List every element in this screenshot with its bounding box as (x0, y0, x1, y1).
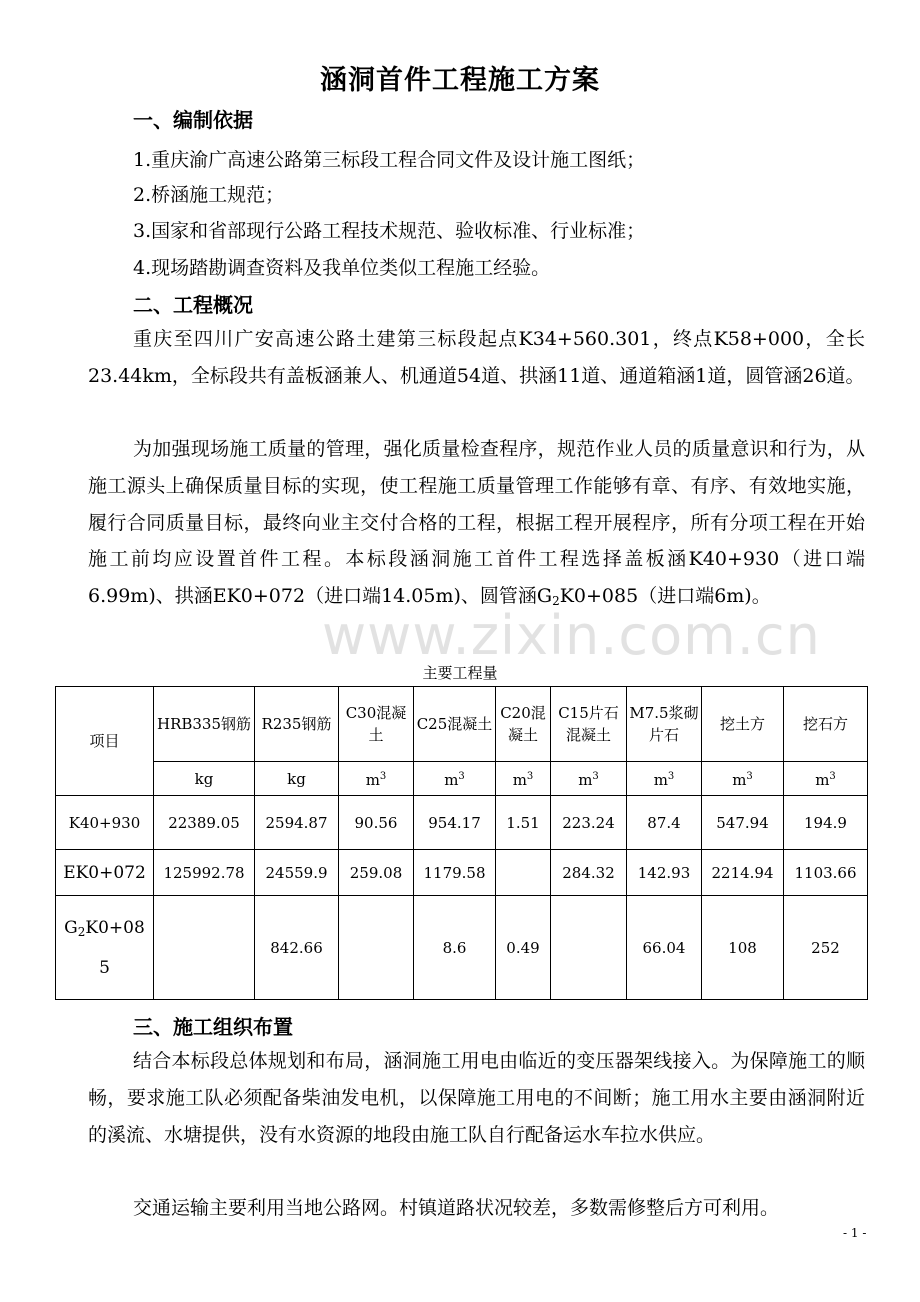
row-name: K40+930 (56, 796, 154, 850)
table-cell (551, 896, 627, 1000)
col-header-rock: 挖石方 (784, 687, 868, 762)
table-cell: 125992.78 (154, 850, 255, 896)
unit-cell: $m^3$ (551, 762, 627, 796)
table-cell: 8.6 (414, 896, 496, 1000)
watermark: www.zixin.com.cn (322, 604, 821, 667)
unit-cell: $m^3$ (702, 762, 784, 796)
table-row (56, 896, 868, 1000)
table-cell: 223.24 (551, 796, 627, 850)
col-header-m75: M7.5浆砌片石 (627, 687, 702, 762)
basis-item-1: 1.重庆渝广高速公路第三标段工程合同文件及设计施工图纸； (133, 149, 646, 171)
pipe-culvert-suffix: K0+085（进口端6m)。 (559, 585, 771, 608)
section3-heading: 三、施工组织布置 (133, 1015, 293, 1039)
basis-item-2: 2.桥涵施工规范； (133, 184, 285, 206)
col-header-hrb335: HRB335钢筋 (154, 687, 255, 762)
organization-paragraph: 结合本标段总体规划和布局，涵洞施工用电由临近的变压器架线接入。为保障施工的顺畅，要求施工队必须配备柴油发电机，以保障施工用电的不间断；施工用水主要由涵洞附近的溪流、水塘提供，没有水资源的地段由施工队自行配备运水车拉水供应。 (88, 1050, 865, 1146)
table-cell: 22389.05 (154, 796, 255, 850)
row-name: EK0+072 (56, 850, 154, 896)
table-cell (339, 896, 414, 1000)
quality-paragraph-text: 为加强现场施工质量的管理，强化质量检查程序，规范作业人员的质量意识和行为，从施工源头上确保质量目标的实现，使工程施工质量管理工作能够有章、有序、有效地实施，履行合同质量目标，最终向业主交付合格的工程，根据工程开展程序，所有分项工程在开始施工前均应设置首件工程。本标段涵洞施工首件工程选择盖板涵K40+930（进口端6.99m)、拱涵EK0+072（进口端14.05m)、圆管涵 (88, 438, 865, 608)
col-header-r235: R235钢筋 (255, 687, 339, 762)
table-cell: 1.51 (496, 796, 551, 850)
table-cell: 194.9 (784, 796, 868, 850)
quantity-table (55, 686, 868, 1000)
table-cell: 259.08 (339, 850, 414, 896)
table-cell: 90.56 (339, 796, 414, 850)
table-header-row (56, 687, 868, 762)
table-caption: 主要工程量 (422, 664, 498, 682)
col-header-c15: C15片石混凝土 (551, 687, 627, 762)
table-cell: 2214.94 (702, 850, 784, 896)
section2-heading: 二、工程概况 (133, 293, 253, 317)
quality-paragraph (88, 431, 865, 620)
table-row (56, 796, 868, 850)
unit-cell: $m^3$ (414, 762, 496, 796)
unit-cell: $m^3$ (784, 762, 868, 796)
table-cell: 108 (702, 896, 784, 1000)
col-header-earth: 挖土方 (702, 687, 784, 762)
document-title: 涵洞首件工程施工方案 (320, 65, 600, 96)
table-cell: 1103.66 (784, 850, 868, 896)
table-cell: 842.66 (255, 896, 339, 1000)
table-cell: 1179.58 (414, 850, 496, 896)
unit-cell: kg (154, 762, 255, 796)
table-cell: 142.93 (627, 850, 702, 896)
unit-cell: $m^3$ (496, 762, 551, 796)
col-header-c20: C20混凝土 (496, 687, 551, 762)
pipe-culvert-prefix: G (536, 585, 553, 608)
table-cell: 954.17 (414, 796, 496, 850)
col-header-c25: C25混凝土 (414, 687, 496, 762)
table-cell: 66.04 (627, 896, 702, 1000)
page-number: - 1 - (843, 1226, 867, 1240)
basis-item-4: 4.现场踏勘调查资料及我单位类似工程施工经验。 (133, 257, 551, 279)
table-row (56, 850, 868, 896)
table-cell: 547.94 (702, 796, 784, 850)
table-cell (496, 850, 551, 896)
table-cell: 252 (784, 896, 868, 1000)
section1-heading: 一、编制依据 (133, 108, 253, 132)
table-cell: 24559.9 (255, 850, 339, 896)
item-header: 项目 (56, 687, 154, 796)
basis-item-3: 3.国家和省部现行公路工程技术规范、验收标准、行业标准； (133, 220, 646, 242)
table-cell: 87.4 (627, 796, 702, 850)
transport-paragraph: 交通运输主要利用当地公路网。村镇道路状况较差，多数需修整后方可利用。 (133, 1197, 780, 1219)
pipe-culvert-subscript: 2 (552, 594, 560, 609)
unit-cell: $m^3$ (339, 762, 414, 796)
row-name: $G_2K0+08$ 5 (56, 896, 154, 1000)
table-cell: 2594.87 (255, 796, 339, 850)
unit-cell: kg (255, 762, 339, 796)
table-unit-row (56, 762, 868, 796)
table-cell: 0.49 (496, 896, 551, 1000)
unit-cell: $m^3$ (627, 762, 702, 796)
col-header-c30: C30混凝土 (339, 687, 414, 762)
table-cell (154, 896, 255, 1000)
overview-paragraph: 重庆至四川广安高速公路土建第三标段起点K34+560.301，终点K58+000，全长23.44km，全标段共有盖板涵兼人、机通道54道、拱涵11道、通道箱涵1道，圆管涵26道。 (88, 328, 865, 387)
table-cell: 284.32 (551, 850, 627, 896)
